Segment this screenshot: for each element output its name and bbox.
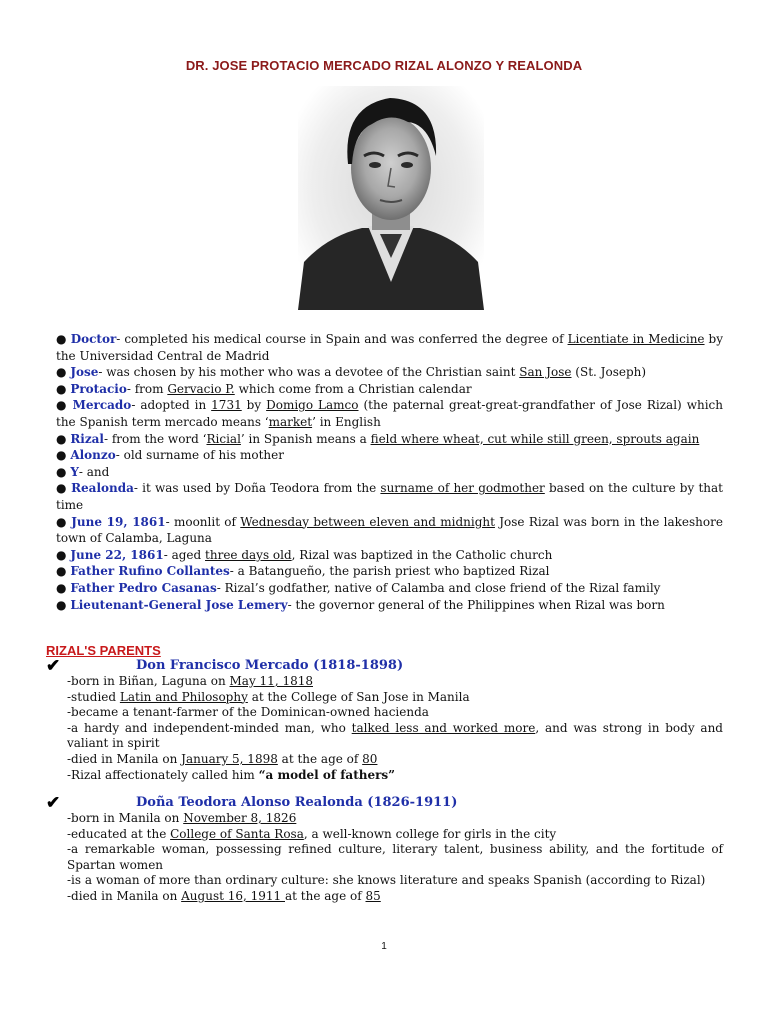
list-item: -born in Biñan, Laguna on May 11, 1818 (67, 674, 313, 688)
list-item: ● Jose- was chosen by his mother who was a devotee of the Christian saint San Jose (St. Joseph) (56, 365, 647, 380)
list-item: -studied Latin and Philosophy at the College of San Jose in Manila (67, 689, 470, 704)
checkmark-icon: ✔ (46, 793, 61, 813)
father-name: Don Francisco Mercado (1818-1898) (136, 658, 404, 673)
parents-heading: RIZAL'S PARENTS (46, 643, 161, 658)
list-item: -a remarkable woman, possessing refined culture, literary talent, business ability, and the fortitude of Spartan women (67, 842, 723, 872)
list-item: -born in Manila on November 8, 1826 (67, 811, 297, 825)
list-item: -educated at the College of Santa Rosa, a well-known college for girls in the city (67, 826, 557, 841)
list-item: ● Father Pedro Casanas- Rizal’s godfather, native of Calamba and close friend of the Rizal family (56, 580, 661, 595)
list-item: -became a tenant-farmer of the Dominican-owned hacienda (67, 705, 429, 720)
mother-name: Doña Teodora Alonso Realonda (1826-1911) (136, 795, 458, 810)
list-item: -died in Manila on August 16, 1911 at the age of 85 (67, 888, 381, 903)
list-item: ● Mercado- adopted in 1731 by Domigo Lamco (the paternal great-great-grandfather of Jose Rizal) which the Spanish term mercado means ‘market’ in English (56, 398, 723, 429)
list-item: ● Doctor- completed his medical course in Spain and was conferred the degree of Licentiate in Medicine by the Universidad Central de Madrid (56, 332, 723, 363)
page-title: DR. JOSE PROTACIO MERCADO RIZAL ALONZO Y REALONDA (185, 58, 583, 73)
name-meaning-list (56, 331, 723, 613)
list-item: ● Rizal- from the word ‘Ricial’ in Spanish means a field where wheat, cut while still green, sprouts again (56, 431, 700, 446)
list-item: -a hardy and independent-minded man, who talked less and worked more, and was strong in body and valiant in spirit (67, 720, 723, 751)
list-item: -Rizal affectionately called him “a model of fathers” (67, 767, 396, 782)
list-item: ● June 19, 1861- moonlit of Wednesday between eleven and midnight Jose Rizal was born in the lakeshore town of Calamba, Laguna (56, 514, 723, 546)
page-number: 1 (381, 941, 387, 952)
mother-details (67, 811, 723, 905)
list-item: ● Lieutenant-General Jose Lemery- the governor general of the Philippines when Rizal was born (56, 597, 665, 612)
list-item: ● June 22, 1861- aged three days old, Rizal was baptized in the Catholic church (56, 547, 553, 562)
list-item: ● Alonzo- old surname of his mother (56, 448, 284, 463)
list-item: ● Protacio- from Gervacio P. which come from a Christian calendar (56, 381, 472, 396)
father-details (67, 674, 723, 783)
list-item: ● Realonda- it was used by Doña Teodora from the surname of her godmother based on the culture by that time (56, 481, 723, 512)
checkmark-icon: ✔ (46, 656, 61, 676)
rizal-portrait (298, 86, 484, 310)
list-item: -is a woman of more than ordinary culture: she knows literature and speaks Spanish (according to Rizal) (67, 873, 706, 888)
list-item: ● Father Rufino Collantes- a Batangueño, the parish priest who baptized Rizal (56, 564, 550, 579)
list-item: -died in Manila on January 5, 1898 at the age of 80 (67, 751, 378, 766)
list-item: ● Y- and (56, 464, 110, 479)
